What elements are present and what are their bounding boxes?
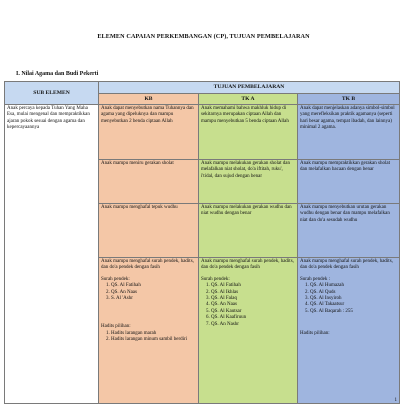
tka-intro: Anak mampu menghafal surah pendek, hadits, dan do'a pendek dengan fasih (201, 259, 294, 271)
learning-objectives-table (4, 81, 400, 404)
tkb-cell: Anak mampu menyebutkan urutan gerakan wudhu dengan benar dan mampu melafalkan niat dan do'a sesudah wudhu (298, 204, 400, 258)
list-item: 2. QS. An Naas (111, 290, 196, 296)
header-kb: KB (99, 94, 199, 105)
kb-surah-list (101, 283, 196, 302)
tka-surah-list (201, 283, 295, 328)
kb-surah-label: Surah pendek: (101, 276, 130, 282)
table-row (5, 105, 400, 160)
document-title: ELEMEN CAPAIAN PERKEMBANGAN (CP), TUJUAN PEMBELAJARAN (97, 33, 310, 40)
list-item: 1. QS. Al Humazah (310, 283, 397, 289)
kb-cell (99, 258, 199, 404)
tkb-cell: Anak dapat menjelaskan adanya simbol-simbol yang merefleksikan praktik agamanya (seperti hari besar agama, tempat ibadah, dan lainnya) minimal 2 agama. (298, 105, 400, 160)
tkb-hadits-label: Hadits pilihan: (300, 331, 330, 337)
tkb-surah-label: Surah pendek : (300, 276, 330, 282)
list-item: 2. QS. Al Quds (310, 290, 397, 296)
list-item: 1. QS. Al Fatihah (111, 283, 196, 289)
tkb-surah-list (300, 283, 397, 315)
sub-elemen-cell: Anak percaya kepada Tuhan Yang Maha Esa, mulai mengenal dan mempraktikkan ajaran pokok sesuai dengan agama dan kepercayaannya (5, 105, 99, 404)
list-item: 5. QS. Al Baqarah : 255 (310, 309, 397, 315)
list-item: 2. QS. Al Ikhlas (211, 290, 295, 296)
list-item: 1. Hadits larangan marah (111, 331, 196, 337)
list-item: 4. QS. An Naas (211, 302, 295, 308)
tka-cell (199, 258, 298, 404)
tka-cell: Anak mampu melakukan gerakan wudhu dan niat wudhu dengan benar (199, 204, 298, 258)
tka-surah-label: Surah pendek: (201, 276, 230, 282)
tka-cell: Anak mampu melakukan gerakan sholat dan melafalkan niat sholat, do'a iftitah, ruku', i'tidal, dan sujud dengan benar (199, 160, 298, 204)
header-sub-elemen: SUB ELEMEN (5, 82, 99, 105)
kb-cell: Anak mampu meniru gerakan sholat (99, 160, 199, 204)
list-item: 4. QS. Al Takaatsur (310, 302, 397, 308)
section-heading: I. Nilai Agama dan Budi Pekerti (16, 71, 99, 77)
kb-cell: Anak dapat menyebutkan nama Tuhannya dan agama yang dipeluknya dan mampu menyebutkan 2 benda ciptaan Allah (99, 105, 199, 160)
list-item: 3. QS. Al Insyiroh (310, 296, 397, 302)
list-item: 1. QS. Al Fatihah (211, 283, 295, 289)
tkb-cell (298, 258, 400, 404)
list-item: 3. QS. Al Falaq (211, 296, 295, 302)
header-tka: TK A (199, 94, 298, 105)
tkb-intro: Anak mampu menghafal surah pendek, hadits, dan do'a pendek dengan fasih (300, 259, 393, 271)
list-item: 5. QS. Al Kautsar (211, 309, 295, 315)
tkb-cell: Anak mampu mempraktikkan gerakan sholat dan melafalkan bacaan dengan benar (298, 160, 400, 204)
kb-intro: Anak mampu menghafal surah pendek, hadits, dan do'a pendek dengan fasih (101, 259, 194, 271)
list-item: 3. S. Al 'Ashr (111, 296, 196, 302)
kb-cell: Anak mampu menghafal tepuk wudhu (99, 204, 199, 258)
page-number: 1 (394, 398, 397, 403)
list-item: 2. Hadits larangan minum sambil berdiri (111, 337, 196, 343)
header-tkb: TK B (298, 94, 400, 105)
tka-cell: Anak memahami bahwa makhluk hidup di sekitarnya merupakan ciptaan Allah dan mampu menyebutkan 5 benda ciptaan Allah (199, 105, 298, 160)
header-tujuan-pembelajaran: TUJUAN PEMBELAJARAN (99, 82, 400, 94)
kb-hadits-list (101, 331, 196, 344)
list-item: 7. QS. An Nashr (211, 322, 295, 328)
kb-hadits-label: Hadits pilihan: (101, 324, 131, 330)
list-item: 6. QS. Al Kaafiruun (211, 315, 295, 321)
